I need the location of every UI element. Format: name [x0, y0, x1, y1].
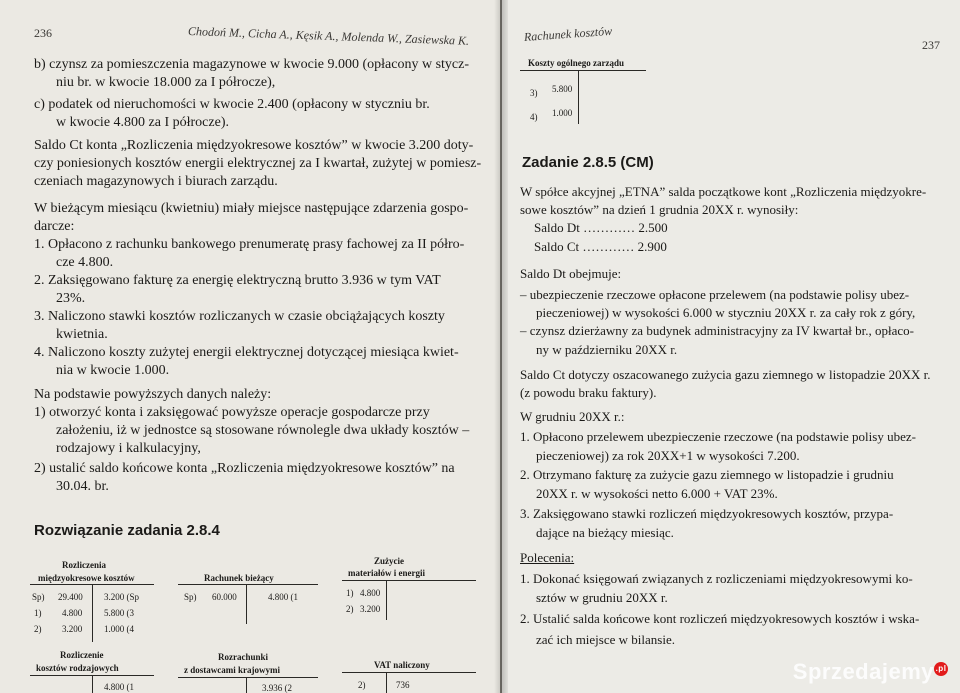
t-account-title: materiałów i energii: [348, 568, 425, 578]
text-line: 30.04. br.: [56, 479, 109, 494]
t-account-top-line: [342, 672, 476, 673]
entry-debit: 29.400: [58, 592, 83, 602]
text-line: 1. Dokonać księgowań związanych z rozliczeniami międzyokresowymi ko-: [520, 571, 913, 586]
left-page-number: 236: [34, 26, 52, 40]
text-line: 1. Opłacono z rachunku bankowego prenumeratę prasy fachowej za II półro-: [34, 237, 465, 252]
t-account-title: Rachunek bieżący: [204, 573, 274, 583]
text-line: – ubezpieczenie rzeczowe opłacone przelewem (na podstawie polisy ubez-: [520, 287, 910, 302]
text-line: w kwocie 4.800 za I półrocze).: [56, 115, 229, 130]
text-line: 1. Opłacono przelewem ubezpieczenie rzeczowe (na podstawie polisy ubez-: [520, 429, 916, 444]
entry-debit: 4.800: [62, 608, 83, 618]
text-line: (z powodu braku faktury).: [520, 385, 657, 400]
entry-label: 2): [358, 680, 366, 690]
text-line: pieczeniowej) w wysokości 6.000 w styczniu 20XX r. za cały rok z góry,: [536, 305, 916, 320]
text-line: Saldo Dt obejmuje:: [520, 266, 622, 281]
right-header-title: Rachunek kosztów: [523, 23, 613, 44]
text-line: czeniach magazynowych i biurach zarządu.: [34, 174, 278, 189]
left-header-authors: Chodoń M., Cicha A., Kęsik A., Molenda W., Zasiewska K.: [187, 24, 470, 48]
entry-debit: 3.200: [62, 624, 83, 634]
t-account-divider: [246, 584, 247, 624]
text-line: ny w październiku 20XX r.: [536, 342, 678, 357]
task-title: Zadanie 2.8.5 (CM): [522, 154, 654, 171]
text-line: 1) otworzyć konta i zaksięgować powyższe operacje gospodarcze przy: [34, 405, 430, 420]
text-line: darcze:: [34, 219, 75, 234]
text-line: rodzajowy i kalkulacyjny,: [56, 441, 201, 456]
t-account-divider: [386, 580, 387, 620]
entry-label: 2): [34, 624, 42, 634]
t-account-top-line: [342, 580, 476, 581]
entry-debit: 60.000: [212, 592, 237, 602]
text-line: sztów w grudniu 20XX r.: [536, 590, 668, 605]
t-account-title: Koszty ogólnego zarządu: [528, 58, 624, 68]
text-line: założeniu, iż w jednostce są stosowane równolegle dwa układy kosztów –: [56, 423, 470, 438]
text-line: niu br. w kwocie 18.000 za I półrocze),: [56, 75, 276, 90]
t-account-title: międzyokresowe kosztów: [38, 573, 135, 583]
text-line: c) podatek od nieruchomości w kwocie 2.400 (opłacony w styczniu br.: [34, 97, 430, 112]
right-page-number: 237: [922, 38, 940, 52]
watermark-badge: .pl: [934, 662, 948, 676]
t-account-divider: [578, 70, 579, 124]
t-account-title: Rozliczenie: [60, 650, 104, 660]
entry-credit: 4.800 (1: [104, 682, 134, 692]
t-account-divider: [92, 675, 93, 693]
t-account-top-line: [520, 70, 646, 71]
text-line: 2. Otrzymano fakturę za zużycie gazu ziemnego w listopadzie i grudniu: [520, 467, 894, 482]
solution-title: Rozwiązanie zadania 2.8.4: [34, 522, 220, 539]
entry-credit: 1.000 (4: [104, 624, 134, 634]
t-account-title: Rozliczenia: [62, 560, 106, 570]
text-line: Saldo Ct konta „Rozliczenia międzyokresowe kosztów” w kwocie 3.200 doty-: [34, 138, 474, 153]
t-account-title: z dostawcami krajowymi: [184, 665, 280, 675]
text-line: 2) ustalić saldo końcowe konta „Rozliczenia międzyokresowe kosztów” na: [34, 461, 455, 476]
entry-credit: 5.800 (3: [104, 608, 134, 618]
text-line: Saldo Dt ………… 2.500: [534, 220, 668, 235]
entry-credit: 3.936 (2: [262, 683, 292, 693]
entry-credit: 4.800 (1: [268, 592, 298, 602]
text-line: b) czynsz za pomieszczenia magazynowe w kwocie 9.000 (opłacony w stycz-: [34, 57, 469, 72]
entry-debit: 4.800: [360, 588, 381, 598]
entry-label: Sp): [184, 592, 197, 602]
text-line: dające na bieżący miesiąc.: [536, 525, 674, 540]
watermark-logo: [793, 659, 948, 685]
entry-debit: 736: [396, 680, 410, 690]
entry-credit: 3.200 (Sp: [104, 592, 140, 602]
entry-debit: 3.200: [360, 604, 381, 614]
t-account-title: VAT naliczony: [374, 660, 430, 670]
entry-label: 4): [530, 112, 538, 122]
right-page: [502, 0, 960, 693]
t-account-top-line: [178, 677, 318, 678]
text-line: 3. Zaksięgowano stawki rozliczeń międzyokresowych kosztów, przypa-: [520, 506, 894, 521]
t-account-title: Rozrachunki: [218, 652, 269, 662]
t-account-divider: [246, 677, 247, 693]
text-line: Saldo Ct dotyczy oszacowanego zużycia gazu ziemnego w listopadzie 20XX r.: [520, 367, 931, 382]
text-line: Na podstawie powyższych danych należy:: [34, 387, 272, 402]
text-line: – czynsz dzierżawny za budynek administracyjny za IV kwartał br., opłaco-: [520, 323, 914, 338]
t-account-divider: [386, 672, 387, 693]
text-line: sowe kosztów” na dzień 1 grudnia 20XX r. wynosiły:: [520, 202, 799, 217]
text-line: czy poniesionych kosztów energii elektrycznej za I kwartał, zużytej w pomiesz-: [34, 156, 482, 171]
text-line: 4. Naliczono koszty zużytej energii elektrycznej dotyczącej miesiąca kwiet-: [34, 345, 459, 360]
text-line: pieczeniowej) za rok 20XX+1 w wysokości 7.200.: [536, 448, 800, 463]
entry-debit: 5.800: [552, 84, 573, 94]
watermark-text: Sprzedajemy: [792, 659, 934, 684]
text-line: 3. Naliczono stawki kosztów rozliczanych w czasie obciążających koszty: [34, 309, 445, 324]
entry-label: Sp): [32, 592, 45, 602]
text-line: 2. Zaksięgowano fakturę za energię elektryczną brutto 3.936 w tym VAT: [34, 273, 441, 288]
text-line: 20XX r. w wysokości netto 6.000 + VAT 23%.: [536, 486, 778, 501]
text-line: zać ich miejsce w bilansie.: [536, 632, 675, 647]
text-line: kwietnia.: [56, 327, 108, 342]
t-account-title: kosztów rodzajowych: [36, 663, 119, 673]
book-gutter: [494, 0, 508, 693]
t-account-top-line: [178, 584, 318, 585]
commands-heading: Polecenia:: [520, 550, 575, 565]
text-line: Saldo Ct ………… 2.900: [534, 239, 667, 254]
text-line: cze 4.800.: [56, 255, 114, 270]
entry-label: 2): [346, 604, 354, 614]
entry-label: 1): [346, 588, 354, 598]
text-line: W grudniu 20XX r.:: [520, 409, 625, 424]
text-line: nia w kwocie 1.000.: [56, 363, 170, 378]
text-line: 2. Ustalić salda końcowe kont rozliczeń międzyokresowych kosztów i wska-: [520, 611, 920, 626]
text-line: W spółce akcyjnej „ETNA” salda początkowe kont „Rozliczenia międzyokre-: [520, 184, 927, 199]
t-account-title: Zużycie: [374, 556, 404, 566]
entry-label: 1): [34, 608, 42, 618]
text-line: 23%.: [56, 291, 86, 306]
entry-label: 3): [530, 88, 538, 98]
t-account-divider: [92, 584, 93, 642]
text-line: W bieżącym miesiącu (kwietniu) miały miejsce następujące zdarzenia gospo-: [34, 201, 469, 216]
entry-debit: 1.000: [552, 108, 573, 118]
